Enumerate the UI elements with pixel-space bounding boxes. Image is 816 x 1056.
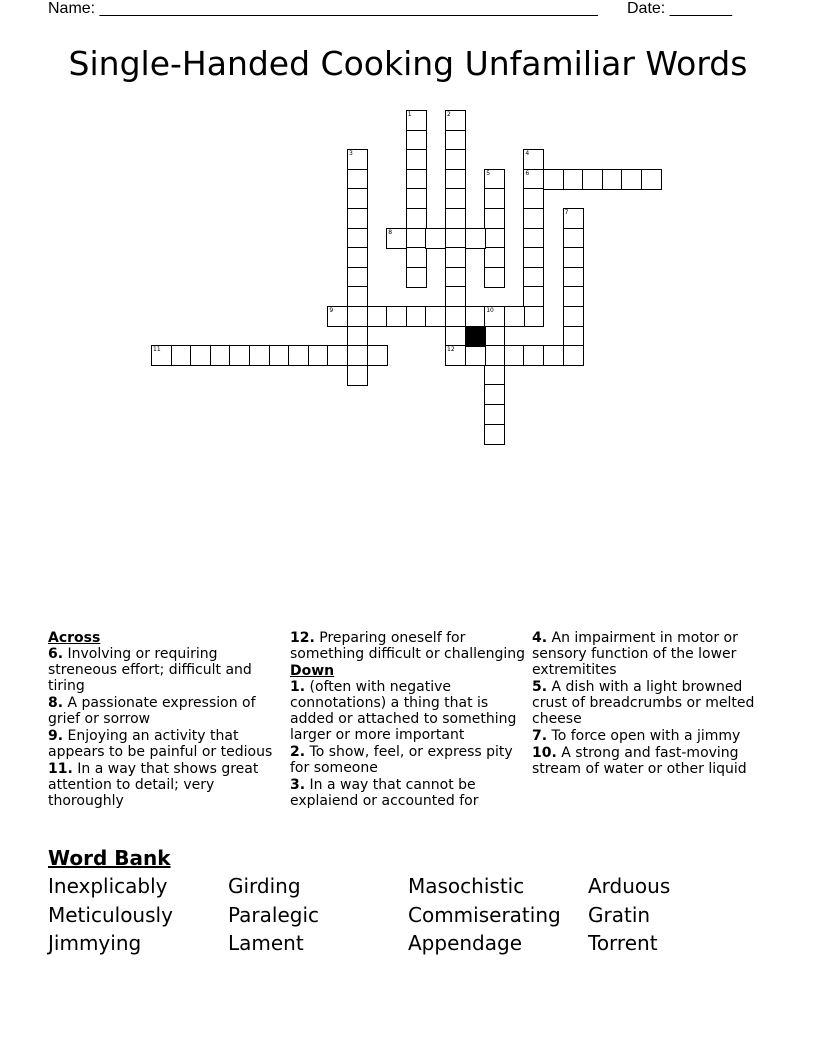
crossword-cell[interactable] — [465, 228, 486, 249]
crossword-cell[interactable] — [386, 228, 407, 249]
clues-column-1 — [48, 630, 286, 810]
crossword-cell[interactable] — [347, 365, 368, 386]
cell-number: 2 — [447, 111, 451, 118]
crossword-cell[interactable] — [445, 306, 466, 327]
crossword-cell[interactable] — [425, 306, 446, 327]
crossword-cell[interactable] — [484, 326, 505, 347]
crossword-grid — [0, 0, 816, 460]
crossword-cell[interactable] — [190, 345, 211, 366]
crossword-cell[interactable] — [445, 208, 466, 229]
crossword-cell[interactable] — [523, 267, 544, 288]
crossword-cell[interactable] — [445, 286, 466, 307]
clue-across-8 — [48, 695, 286, 727]
crossword-cell[interactable] — [347, 247, 368, 268]
crossword-cell[interactable] — [563, 169, 584, 190]
crossword-cell[interactable] — [504, 345, 525, 366]
cell-number: 11 — [153, 346, 161, 354]
clue-text: A dish with a light browned crust of breadcrumbs or melted cheese — [532, 679, 755, 727]
black-cell — [465, 326, 486, 347]
crossword-cell[interactable] — [582, 169, 603, 190]
clue-number: 2. — [290, 744, 306, 760]
crossword-cell[interactable] — [484, 424, 505, 445]
clue-text: To force open with a jimmy — [551, 728, 741, 744]
crossword-cell[interactable] — [563, 208, 584, 229]
crossword-cell[interactable] — [347, 286, 368, 307]
crossword-cell[interactable] — [504, 306, 525, 327]
crossword-cell[interactable] — [445, 149, 466, 170]
crossword-cell[interactable] — [445, 267, 466, 288]
word-bank-item: Girding — [228, 874, 301, 898]
crossword-cell[interactable] — [484, 345, 505, 366]
crossword-cell[interactable] — [347, 188, 368, 209]
page-title: Single-Handed Cooking Unfamiliar Words — [68, 44, 748, 83]
word-bank-item: Jimmying — [48, 931, 142, 955]
clue-across-6 — [48, 646, 286, 694]
crossword-cell[interactable] — [445, 228, 466, 249]
crossword-cell[interactable] — [641, 169, 662, 190]
clue-down-1 — [290, 679, 528, 743]
clue-across-9 — [48, 728, 286, 760]
crossword-cell[interactable] — [406, 110, 427, 131]
crossword-cell[interactable] — [347, 345, 368, 366]
crossword-cell[interactable] — [465, 345, 486, 366]
crossword-cell[interactable] — [347, 267, 368, 288]
clue-text: A strong and fast-moving stream of water or other liquid — [532, 745, 747, 777]
crossword-cell[interactable] — [347, 208, 368, 229]
crossword-cell[interactable] — [327, 306, 348, 327]
crossword-cell[interactable] — [484, 404, 505, 425]
crossword-cell[interactable] — [406, 188, 427, 209]
crossword-cell[interactable] — [484, 384, 505, 405]
crossword-cell[interactable] — [425, 228, 446, 249]
crossword-cell[interactable] — [543, 169, 564, 190]
crossword-cell[interactable] — [621, 169, 642, 190]
crossword-cell[interactable] — [445, 247, 466, 268]
crossword-cell[interactable] — [386, 306, 407, 327]
clue-number: 12. — [290, 630, 315, 646]
crossword-cell[interactable] — [484, 188, 505, 209]
crossword-cell[interactable] — [445, 169, 466, 190]
clue-across-11 — [48, 761, 286, 809]
crossword-cell[interactable] — [406, 228, 427, 249]
cell-number: 4 — [525, 150, 530, 158]
crossword-cell[interactable] — [406, 130, 427, 151]
clue-text: To show, feel, or express pity for someone — [290, 744, 513, 776]
clue-text: In a way that cannot be explaiend or accounted for — [290, 777, 479, 809]
crossword-cell[interactable] — [347, 149, 368, 170]
down-heading: Down — [290, 663, 335, 679]
crossword-cell[interactable] — [367, 345, 388, 366]
clue-down-5 — [532, 679, 768, 727]
word-bank-title: Word Bank — [48, 846, 171, 870]
crossword-cell[interactable] — [563, 326, 584, 347]
crossword-cell[interactable] — [523, 149, 544, 170]
crossword-cell[interactable] — [288, 345, 309, 366]
crossword-cell[interactable] — [523, 247, 544, 268]
crossword-cell[interactable] — [347, 306, 368, 327]
cell-number: 6 — [525, 169, 530, 177]
crossword-cell[interactable] — [406, 306, 427, 327]
crossword-cell[interactable] — [347, 326, 368, 347]
word-bank-item: Gratin — [588, 903, 651, 927]
cell-number: 7 — [564, 209, 569, 216]
word-bank-item: Inexplicably — [48, 874, 168, 898]
word-bank-item: Masochistic — [408, 874, 525, 898]
crossword-cell[interactable] — [484, 169, 505, 190]
clue-number: 11. — [48, 761, 73, 777]
across-heading: Across — [48, 630, 101, 646]
crossword-cell[interactable] — [484, 228, 505, 249]
crossword-cell[interactable] — [523, 306, 544, 327]
crossword-cell[interactable] — [484, 208, 505, 229]
cell-number: 1 — [407, 111, 412, 118]
clue-text: Involving or requiring streneous effort; difficult and tiring — [48, 646, 252, 694]
crossword-cell[interactable] — [563, 247, 584, 268]
word-bank-item: Arduous — [588, 874, 671, 898]
crossword-cell[interactable] — [269, 345, 290, 366]
crossword-cell[interactable] — [465, 306, 486, 327]
crossword-cell[interactable] — [229, 345, 250, 366]
crossword-cell[interactable] — [563, 306, 584, 327]
word-bank-item: Meticulously — [48, 903, 173, 927]
crossword-cell[interactable] — [563, 345, 584, 366]
name-field-label[interactable]: Name: ________________________________________________________ — [48, 0, 598, 17]
crossword-cell[interactable] — [543, 345, 564, 366]
crossword-cell[interactable] — [406, 208, 427, 229]
clue-text: In a way that shows great attention to detail; very thoroughly — [48, 761, 259, 809]
crossword-cell[interactable] — [445, 130, 466, 151]
clue-number: 3. — [290, 777, 306, 793]
crossword-cell[interactable] — [523, 208, 544, 229]
crossword-cell[interactable] — [484, 267, 505, 288]
crossword-cell[interactable] — [484, 306, 505, 327]
clue-text: A passionate expression of grief or sorrow — [48, 695, 256, 727]
crossword-cell[interactable] — [210, 345, 231, 366]
cell-number: 12 — [447, 346, 455, 354]
crossword-cell[interactable] — [523, 228, 544, 249]
word-bank-item: Commiserating — [408, 903, 561, 927]
crossword-cell[interactable] — [563, 228, 584, 249]
clue-down-7 — [532, 728, 768, 744]
crossword-cell[interactable] — [523, 169, 544, 190]
cell-number: 3 — [349, 150, 353, 158]
cell-number: 5 — [486, 169, 491, 177]
clue-number: 4. — [532, 630, 548, 646]
crossword-cell[interactable] — [484, 247, 505, 268]
word-bank-item: Lament — [228, 931, 304, 955]
clue-text: (often with negative connotations) a thing that is added or attached to something larger or more important — [290, 679, 517, 743]
crossword-cell[interactable] — [347, 169, 368, 190]
clue-down-3 — [290, 777, 528, 809]
crossword-cell[interactable] — [523, 188, 544, 209]
crossword-cell[interactable] — [484, 365, 505, 386]
crossword-cell[interactable] — [406, 267, 427, 288]
date-field-label[interactable]: Date: _______ — [627, 0, 732, 17]
crossword-cell[interactable] — [171, 345, 192, 366]
clue-text: Enjoying an activity that appears to be painful or tedious — [48, 728, 273, 760]
crossword-cell[interactable] — [347, 228, 368, 249]
cell-number: 9 — [329, 307, 334, 314]
crossword-cell[interactable] — [406, 169, 427, 190]
crossword-cell[interactable] — [445, 345, 466, 366]
word-bank-item: Paralegic — [228, 903, 320, 927]
clues-column-2 — [290, 630, 528, 810]
clue-number: 1. — [290, 679, 306, 695]
clue-number: 6. — [48, 646, 64, 662]
word-bank-item: Appendage — [408, 931, 523, 955]
crossword-cell[interactable] — [249, 345, 270, 366]
clue-across-12 — [290, 630, 528, 662]
clue-number: 8. — [48, 695, 64, 711]
crossword-cell[interactable] — [523, 345, 544, 366]
crossword-cell[interactable] — [602, 169, 623, 190]
crossword-cell[interactable] — [445, 110, 466, 131]
crossword-cell[interactable] — [523, 286, 544, 307]
clues-column-3 — [532, 630, 768, 778]
crossword-cell[interactable] — [367, 306, 388, 327]
clue-down-10 — [532, 745, 768, 777]
crossword-cell[interactable] — [563, 267, 584, 288]
clue-number: 10. — [532, 745, 557, 761]
crossword-cell[interactable] — [445, 188, 466, 209]
crossword-cell[interactable] — [406, 149, 427, 170]
cell-number: 10 — [486, 307, 494, 314]
clue-down-4 — [532, 630, 768, 678]
word-bank-item: Torrent — [588, 931, 658, 955]
clue-down-2 — [290, 744, 528, 776]
crossword-cell[interactable] — [406, 247, 427, 268]
crossword-cell[interactable] — [151, 345, 172, 366]
clue-text: An impairment in motor or sensory function of the lower extremitites — [532, 630, 738, 678]
clue-number: 9. — [48, 728, 64, 744]
clue-number: 5. — [532, 679, 548, 695]
clue-number: 7. — [532, 728, 548, 744]
crossword-cell[interactable] — [327, 345, 348, 366]
crossword-cell[interactable] — [308, 345, 329, 366]
crossword-cell[interactable] — [563, 286, 584, 307]
crossword-cell[interactable] — [445, 326, 466, 347]
clue-text: Preparing oneself for something difficult or challenging — [290, 630, 526, 662]
cell-number: 8 — [388, 228, 393, 236]
